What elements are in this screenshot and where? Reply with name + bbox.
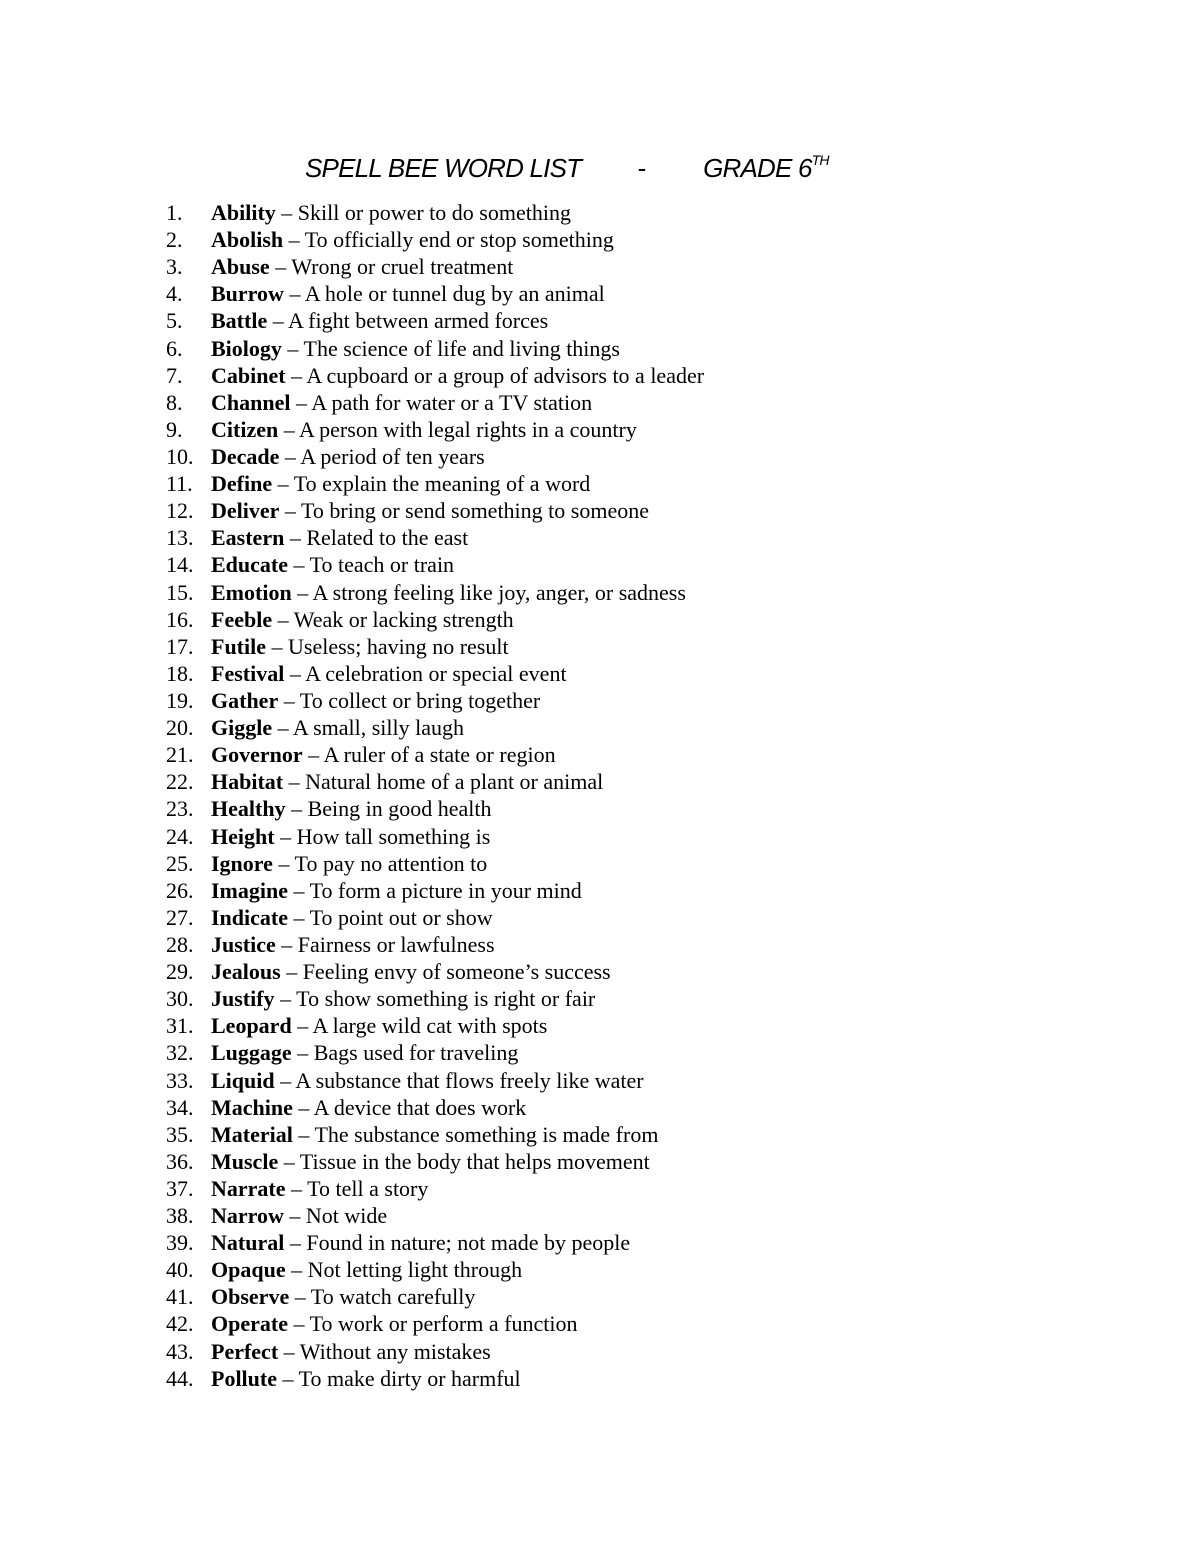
item-term: Justice [211, 931, 276, 957]
item-term: Gather [211, 687, 279, 713]
list-item [166, 741, 704, 768]
word-list [166, 199, 704, 1392]
item-term: Material [211, 1121, 293, 1147]
item-definition: – A period of ten years [279, 443, 485, 469]
item-term: Futile [211, 633, 266, 659]
item-number: 32. [166, 1040, 194, 1066]
list-item [166, 443, 704, 470]
item-definition: – To tell a story [285, 1175, 429, 1201]
item-number: 30. [166, 986, 194, 1012]
list-item [166, 768, 704, 795]
list-item [166, 226, 704, 253]
item-term: Natural [211, 1230, 285, 1256]
list-item [166, 579, 704, 606]
item-term: Habitat [211, 769, 284, 795]
item-number: 8. [166, 389, 183, 415]
item-definition: – A cupboard or a group of advisors to a leader [285, 362, 705, 388]
item-definition: – Natural home of a plant or animal [283, 769, 604, 795]
item-number: 36. [166, 1148, 194, 1174]
item-term: Indicate [211, 904, 288, 930]
item-term: Governor [211, 742, 303, 768]
list-item [166, 416, 704, 443]
item-definition: – A device that does work [292, 1094, 527, 1120]
item-term: Festival [211, 660, 285, 686]
item-number: 13. [166, 525, 194, 551]
list-item [166, 1039, 704, 1066]
item-term: Justify [211, 986, 275, 1012]
title-grade-suffix: TH [811, 152, 829, 168]
title-main: SPELL BEE WORD LIST [305, 153, 582, 183]
item-term: Narrate [211, 1175, 286, 1201]
list-item [166, 1365, 704, 1392]
item-term: Healthy [211, 796, 286, 822]
item-term: Feeble [211, 606, 273, 632]
item-term: Ability [211, 200, 276, 225]
item-definition: – To show something is right or fair [274, 986, 596, 1012]
item-term: Narrow [211, 1203, 284, 1229]
item-term: Machine [211, 1094, 293, 1120]
item-definition: – To form a picture in your mind [288, 877, 582, 903]
item-definition: – To watch carefully [289, 1284, 476, 1310]
item-number: 31. [166, 1013, 194, 1039]
item-term: Abolish [211, 227, 284, 253]
item-definition: – A ruler of a state or region [302, 742, 556, 768]
item-number: 15. [166, 579, 194, 605]
item-term: Muscle [211, 1148, 279, 1174]
item-number: 28. [166, 931, 194, 957]
item-term: Height [211, 823, 275, 849]
item-definition: – Not letting light through [285, 1257, 523, 1283]
list-item [166, 904, 704, 931]
item-term: Leopard [211, 1013, 292, 1039]
item-number: 42. [166, 1311, 194, 1337]
item-term: Observe [211, 1284, 290, 1310]
item-term: Pollute [211, 1365, 277, 1391]
item-number: 44. [166, 1365, 194, 1391]
list-item [166, 470, 704, 497]
item-definition: – Wrong or cruel treatment [269, 254, 514, 280]
title-grade: GRADE 6 [703, 153, 812, 183]
list-item [166, 606, 704, 633]
item-definition: – To pay no attention to [272, 850, 488, 876]
item-term: Abuse [211, 254, 270, 280]
item-term: Liquid [211, 1067, 275, 1093]
item-definition: – A fight between armed forces [267, 308, 549, 334]
item-number: 29. [166, 959, 194, 985]
item-definition: – How tall something is [274, 823, 491, 849]
item-definition: – A person with legal rights in a country [278, 416, 637, 442]
item-term: Emotion [211, 579, 292, 605]
item-number: 24. [166, 823, 194, 849]
item-number: 23. [166, 796, 194, 822]
list-item [166, 850, 704, 877]
item-term: Biology [211, 335, 282, 361]
item-definition: – A substance that flows freely like water [274, 1067, 644, 1093]
list-item [166, 1067, 704, 1094]
list-item [166, 687, 704, 714]
item-term: Battle [211, 308, 268, 334]
item-number: 41. [166, 1284, 194, 1310]
item-number: 20. [166, 715, 194, 741]
list-item [166, 714, 704, 741]
list-item [166, 1338, 704, 1365]
item-definition: – Skill or power to do something [275, 200, 571, 225]
item-number: 16. [166, 606, 194, 632]
item-term: Opaque [211, 1257, 286, 1283]
item-definition: – The science of life and living things [281, 335, 620, 361]
item-number: 35. [166, 1121, 194, 1147]
list-item [166, 1094, 704, 1121]
item-definition: – A strong feeling like joy, anger, or sadness [291, 579, 686, 605]
item-number: 22. [166, 769, 194, 795]
item-definition: – Weak or lacking strength [272, 606, 514, 632]
item-number: 25. [166, 850, 194, 876]
list-item [166, 660, 704, 687]
item-number: 17. [166, 633, 194, 659]
item-term: Jealous [211, 959, 281, 985]
item-definition: – A path for water or a TV station [290, 389, 593, 415]
item-definition: – Not wide [283, 1203, 388, 1229]
item-number: 33. [166, 1067, 194, 1093]
item-term: Eastern [211, 525, 285, 551]
item-number: 18. [166, 660, 194, 686]
item-definition: – To officially end or stop something [283, 227, 614, 253]
list-item [166, 931, 704, 958]
item-number: 5. [166, 308, 183, 334]
item-definition: – A small, silly laugh [272, 715, 465, 741]
list-item [166, 1148, 704, 1175]
item-number: 12. [166, 498, 194, 524]
item-number: 27. [166, 904, 194, 930]
item-definition: – To work or perform a function [287, 1311, 578, 1337]
list-item [166, 1202, 704, 1229]
item-number: 21. [166, 742, 194, 768]
item-number: 7. [166, 362, 183, 388]
item-number: 11. [166, 471, 193, 497]
item-number: 26. [166, 877, 194, 903]
item-number: 40. [166, 1257, 194, 1283]
item-term: Channel [211, 389, 291, 415]
item-definition: – To collect or bring together [278, 687, 541, 713]
list-item [166, 497, 704, 524]
item-definition: – To explain the meaning of a word [272, 471, 591, 497]
item-number: 34. [166, 1094, 194, 1120]
item-definition: – Being in good health [285, 796, 492, 822]
item-term: Citizen [211, 416, 279, 442]
list-item [166, 524, 704, 551]
item-definition: – Useless; having no result [266, 633, 509, 659]
item-definition: – To make dirty or harmful [277, 1365, 521, 1391]
item-definition: – A hole or tunnel dug by an animal [283, 281, 605, 307]
item-term: Luggage [211, 1040, 292, 1066]
item-number: 6. [166, 335, 183, 361]
item-number: 39. [166, 1230, 194, 1256]
item-term: Perfect [211, 1338, 279, 1364]
item-number: 9. [166, 416, 183, 442]
item-definition: – A celebration or special event [284, 660, 567, 686]
item-definition: – Tissue in the body that helps movement [278, 1148, 650, 1174]
list-item [166, 1229, 704, 1256]
list-item [166, 1121, 704, 1148]
item-number: 1. [166, 200, 183, 225]
item-definition: – Found in nature; not made by people [284, 1230, 631, 1256]
item-number: 2. [166, 227, 183, 253]
item-definition: – Related to the east [284, 525, 469, 551]
list-item [166, 253, 704, 280]
list-item [166, 551, 704, 578]
list-item [166, 1012, 704, 1039]
list-item [166, 199, 704, 226]
item-term: Operate [211, 1311, 288, 1337]
item-term: Deliver [211, 498, 280, 524]
item-number: 37. [166, 1175, 194, 1201]
list-item [166, 1310, 704, 1337]
item-number: 43. [166, 1338, 194, 1364]
item-definition: – To bring or send something to someone [279, 498, 649, 524]
list-item [166, 985, 704, 1012]
list-item [166, 362, 704, 389]
item-number: 3. [166, 254, 183, 280]
list-item [166, 1256, 704, 1283]
item-definition: – Fairness or lawfulness [275, 931, 495, 957]
item-definition: – Bags used for traveling [291, 1040, 519, 1066]
list-item [166, 958, 704, 985]
list-item [166, 1175, 704, 1202]
list-item [166, 795, 704, 822]
item-number: 19. [166, 687, 194, 713]
item-definition: – Without any mistakes [278, 1338, 491, 1364]
item-term: Imagine [211, 877, 288, 903]
list-item [166, 823, 704, 850]
page-title [305, 142, 829, 186]
item-term: Cabinet [211, 362, 286, 388]
list-item [166, 633, 704, 660]
list-item [166, 877, 704, 904]
item-term: Decade [211, 443, 280, 469]
list-item [166, 280, 704, 307]
item-definition: – A large wild cat with spots [291, 1013, 548, 1039]
item-definition: – To teach or train [288, 552, 455, 578]
list-item [166, 307, 704, 334]
item-number: 4. [166, 281, 183, 307]
item-number: 14. [166, 552, 194, 578]
list-item [166, 1283, 704, 1310]
item-term: Burrow [211, 281, 284, 307]
list-item [166, 389, 704, 416]
item-term: Educate [211, 552, 288, 578]
item-definition: – To point out or show [288, 904, 493, 930]
item-definition: – The substance something is made from [292, 1121, 659, 1147]
list-item [166, 335, 704, 362]
item-number: 10. [166, 443, 194, 469]
item-term: Ignore [211, 850, 273, 876]
item-definition: – Feeling envy of someone’s success [280, 959, 611, 985]
title-separator: - [637, 153, 646, 183]
item-number: 38. [166, 1203, 194, 1229]
item-term: Giggle [211, 715, 273, 741]
item-term: Define [211, 471, 273, 497]
